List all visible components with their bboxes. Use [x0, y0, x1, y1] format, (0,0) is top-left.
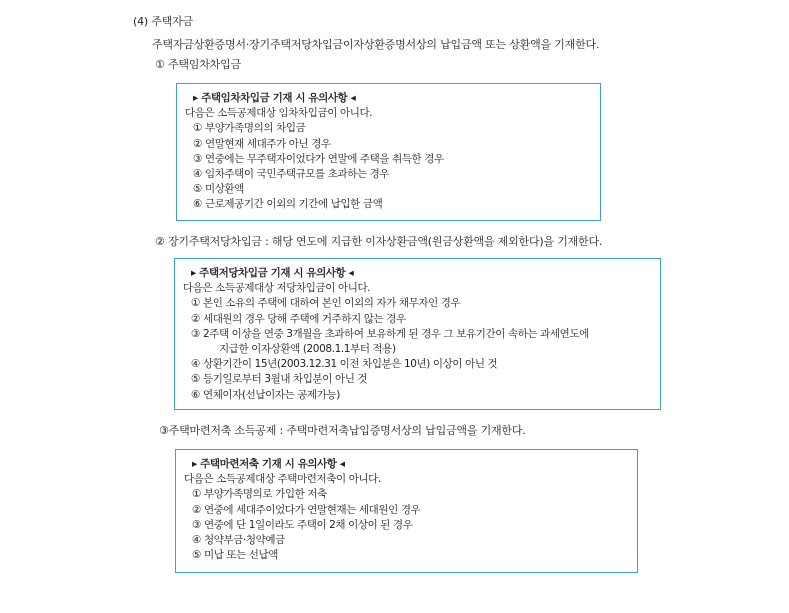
- list-item: ③ 연중에 단 1일이라도 주택이 2채 이상이 된 경우: [192, 518, 413, 531]
- list-item: ① 부양가족명의의 차입금: [193, 122, 306, 135]
- list-item: ⑥ 연체이자(선납이자는 공제가능): [191, 388, 340, 401]
- notice-box-3: [175, 449, 638, 573]
- notice-box-2: [174, 258, 661, 410]
- notice-box-1-title: ▸ 주택임차차입금 기재 시 유의사항 ◂: [193, 92, 356, 104]
- list-item: ⑤ 등기일로부터 3월내 차입분이 아닌 것: [191, 373, 368, 386]
- list-item: ① 본인 소유의 주택에 대하여 본인 이외의 자가 채무자인 경우: [191, 297, 461, 310]
- list-item: ④ 상환기간이 15년(2003.12.31 이전 차입분은 10년) 이상이 아닌 것: [191, 358, 498, 371]
- list-item: ⑥ 근로제공기간 이외의 기간에 납입한 금액: [193, 198, 383, 211]
- notice-box-1: [176, 83, 601, 221]
- notice-box-3-lead: 다음은 소득공제대상 주택마련저축이 아니다.: [184, 473, 381, 486]
- notice-box-2-title: ▸ 주택저당차입금 기재 시 유의사항 ◂: [191, 267, 354, 279]
- subsection-3-title: ③주택마련저축 소득공제 : 주택마련저축납입증명서상의 납입금액을 기재한다.: [159, 424, 526, 437]
- notice-box-1-lead: 다음은 소득공제대상 임차차입금이 아니다.: [185, 107, 373, 120]
- list-item: ④ 청약부금·청약예금: [192, 534, 285, 547]
- list-item: ② 연중에 세대주이었다가 연말현재는 세대원인 경우: [192, 503, 421, 516]
- list-item: ⑤ 미상환액: [193, 183, 244, 196]
- notice-box-2-lead: 다음은 소득공제대상 저당차입금이 아니다.: [183, 282, 371, 295]
- subsection-2-title: ② 장기주택저당차입금 : 해당 연도에 지급한 이자상환금액(원금상환액을 제외한다)을 기재한다.: [155, 235, 603, 248]
- list-item: ④ 임차주택이 국민주택규모를 초과하는 경우: [193, 168, 390, 181]
- notice-box-3-title: ▸ 주택마련저축 기재 시 유의사항 ◂: [192, 458, 345, 470]
- list-item: ① 부양가족명의로 가입한 저축: [192, 488, 327, 501]
- list-item: ⑤ 미납 또는 선납액: [192, 549, 279, 562]
- list-item: ③ 2주택 이상을 연중 3개월을 초과하여 보유하게 된 경우 그 보유기간이 속하는 과세연도에: [191, 327, 589, 340]
- list-item: ③ 연중에는 무주택자이었다가 연말에 주택을 취득한 경우: [193, 152, 444, 165]
- section-intro: 주택자금상환증명서·장기주택저당차입금이자상환증명서상의 납입금액 또는 상환액을 기재한다.: [152, 38, 600, 51]
- subsection-1-title: ① 주택임차차입금: [155, 58, 241, 71]
- section-heading: (4) 주택자금: [133, 15, 193, 28]
- list-item: ② 세대원의 경우 당해 주택에 거주하지 않는 경우: [191, 312, 406, 325]
- list-item: ② 연말현재 세대주가 아닌 경우: [193, 137, 331, 150]
- list-item-continuation: 지급한 이자상환액 (2008.1.1부터 적용): [219, 343, 396, 356]
